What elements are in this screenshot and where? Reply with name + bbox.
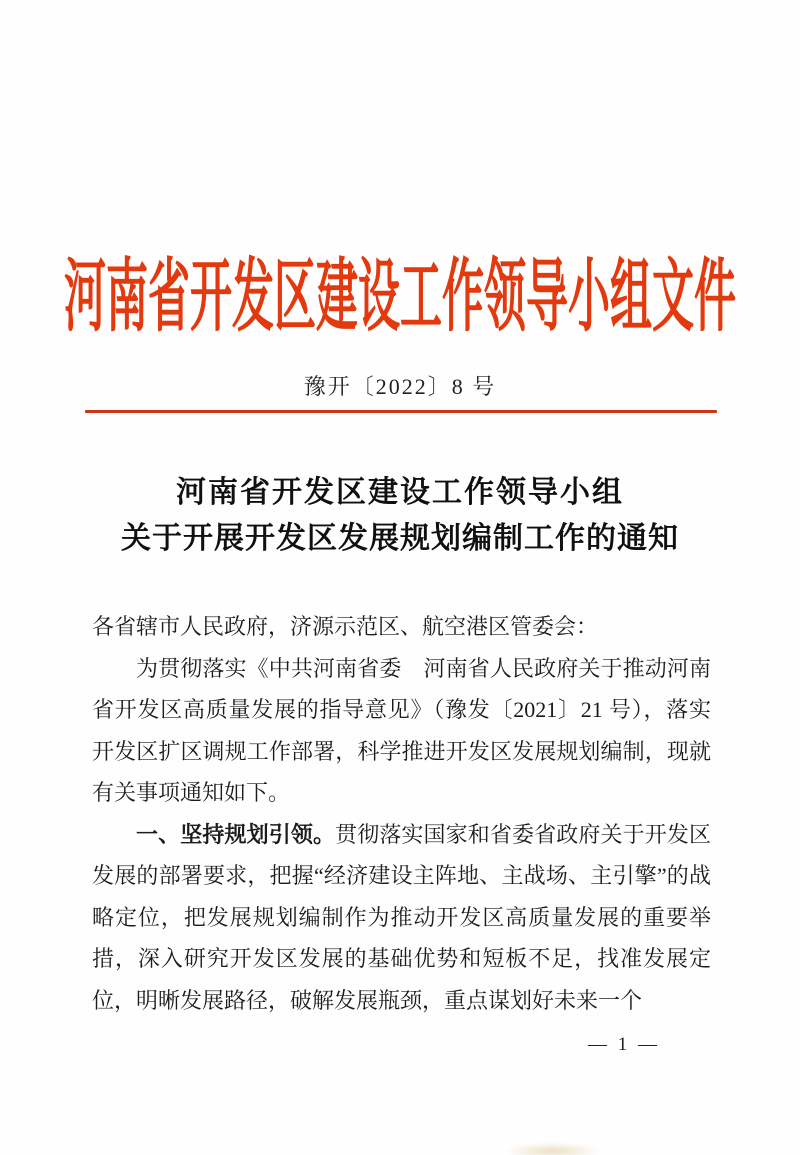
red-divider-line: [85, 410, 717, 413]
page-number: — 1 —: [588, 1034, 660, 1055]
scan-smudge-artifact: [505, 1143, 600, 1155]
paragraph: [92, 814, 711, 1022]
document-header-banner: 河南省开发区建设工作领导小组文件: [63, 254, 736, 343]
document-title-line2: 关于开展开发区发展规划编制工作的通知: [121, 522, 679, 555]
document-number: 豫开〔2022〕8 号: [303, 374, 497, 399]
document-title: [0, 471, 800, 563]
salutation: 各省辖市人民政府，济源示范区、航空港区管委会：: [92, 614, 599, 639]
document-body: [92, 606, 711, 1021]
paragraph-text: 为贯彻落实《中共河南省委 河南省人民政府关于推动河南省开发区高质量发展的指导意见》（豫发〔2021〕21 号），落实开发区扩区调规工作部署，科学推进开发区发展规划编制，现就有关事项通知如下。: [92, 655, 711, 805]
paragraph-text: 贯彻落实国家和省委省政府关于开发区发展的部署要求，把握“经济建设主阵地、主战场、主引擎”的战略定位，把发展规划编制作为推动开发区高质量发展的重要举措，深入研究开发区发展的基础优势和短板不足，找准发展定位，明晰发展路径，破解发展瓶颈，重点谋划好未来一个: [92, 821, 711, 1013]
body-paragraphs: [92, 648, 711, 1022]
paragraph: [92, 648, 711, 814]
document-title-line1: 河南省开发区建设工作领导小组: [176, 476, 624, 509]
paragraph-bold-lead: 一、坚持规划引领。: [136, 821, 336, 847]
